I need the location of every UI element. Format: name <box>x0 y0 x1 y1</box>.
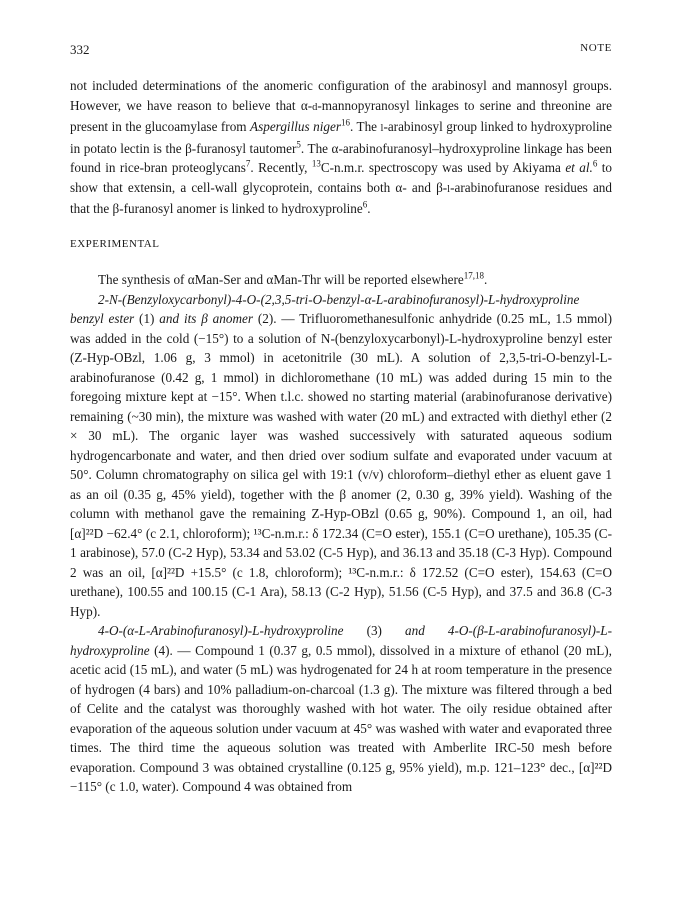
page-number: 332 <box>70 42 90 57</box>
page-header <box>70 42 612 58</box>
section-heading-experimental: EXPERIMENTAL <box>70 237 160 250</box>
intro-paragraph: not included determinations of the anomeric configuration of the arabinosyl and mannosyl groups. However, we have reason to believe that α-d-mannopyranosyl linkages to serine and threonine are present in the glucoamylase from Aspergillus niger$^{16}$. The l-arabinosyl group linked to hydroxyproline in potato lectin is the β-furanosyl tautomer$^5$. The α-arabinofuranosyl–hydroxyproline linkage has been found in rice-bran proteoglycans$^7$. Recently, $^{13}$C-n.m.r. spectroscopy was used by Akiyama et al.$^6$ to show that extensin, a cell-wall glycoprotein, contains both α- and β-l-arabinofuranose residues and that the β-furanosyl anomer is linked to hydroxyproline$^6$. <box>70 78 613 216</box>
experimental-paragraph-2: 2-N-(Benzyloxycarbonyl)-4-O-(2,3,5-tri-O-benzyl-α-L-arabinofuranosyl)-L-hydroxyproline benzyl ester (1) and its β anomer (2). — Trifluoromethanesulfonic anhydride (0.25 mL, 1.5 mmol) was added in the cold (−15°) to a solution of N-(benzyloxycarbonyl)-L-hydroxyproline benzyl ester (Z-Hyp-OBzl, 1.06 g, 3 mmol) in acetonitrile (30 mL). A solution of 2,3,5-tri-O-benzyl-L-arabinofuranose (0.42 g, 1 mmol) in dichloromethane (10 mL) was added during 15 min to the foregoing mixture kept at −15°. When t.l.c. showed no starting material (arabinofuranose derivative) remaining (~30 min), the mixture was washed with water (20 mL) and extracted with diethyl ether (2 × 30 mL). The organic layer was washed successively with saturated aqueous sodium hydrogencarbonate and water, and then dried over sodium sulfate and evaporated under vacuum at 50°. Column chromatography on silica gel with 19:1 (v/v) chloroform–diethyl ether as eluent gave 1 as an oil (0.35 g, 45% yield), together with the β anomer (2, 0.30 g, 39% yield). Washing of the column with methanol gave the remaining Z-Hyp-OBzl (0.65 g, 90%). Compound 1, an oil, had [α]²²D −62.4° (c 2.1, chloroform); ¹³C-n.m.r.: δ 172.34 (C=O ester), 155.1 (C=O urethane), 105.35 (C-1 arabinose), 57.0 (C-2 Hyp), 53.34 and 53.02 (C-5 Hyp), and 36.13 and 35.18 (C-3 Hyp). Compound 2 was an oil, [α]²²D +15.5° (c 1.8, chloroform); ¹³C-n.m.r.: δ 172.52 (C=O ester), 154.63 (C=O urethane), 100.55 and 100.15 (C-1 Ara), 58.13 (C-2 Hyp), 51.56 (C-5 Hyp), and 37.5 and 36.8 (C-3 Hyp). <box>70 291 612 619</box>
running-head: NOTE <box>580 42 612 54</box>
experimental-paragraph-3: 4-O-(α-L-Arabinofuranosyl)-L-hydroxyproline (3) and 4-O-(β-L-arabinofuranosyl)-L-hydroxyproline (4). — Compound 1 (0.37 g, 0.5 mmol), dissolved in a mixture of ethanol (20 mL), acetic acid (15 mL), and water (5 mL) was hydrogenated for 24 h at room temperature in the presence of hydrogen (4 bars) and 10% palladium-on-charcoal (1.3 g). The mixture was filtered through a bed of Celite and the catalyst was thoroughly washed with hot water. The oily residue obtained after evaporation of the aqueous solution under vacuum at 45° was washed with water and evaporated three times. The third time the aqueous solution was treated with Amberlite IRC-50 mesh before evaporation. Compound 3 was obtained crystalline (0.125 g, 95% yield), m.p. 121–123° dec., [α]²²D −115° (c 1.0, water). Compound 4 was obtained from <box>70 623 612 794</box>
experimental-paragraph-1: The synthesis of αMan-Ser and αMan-Thr will be reported elsewhere$^{17,18}$. <box>98 270 488 287</box>
article-body <box>70 76 612 797</box>
compound-title-1-2: 2-N-(Benzyloxycarbonyl)-4-O-(2,3,5-tri-O-benzyl-α-L-arabinofuranosyl)-L-hydroxyproline benzyl ester <box>70 291 580 326</box>
compound-title-3-4: 4-O-(α-L-Arabinofuranosyl)-L-hydroxyproline <box>98 623 344 638</box>
